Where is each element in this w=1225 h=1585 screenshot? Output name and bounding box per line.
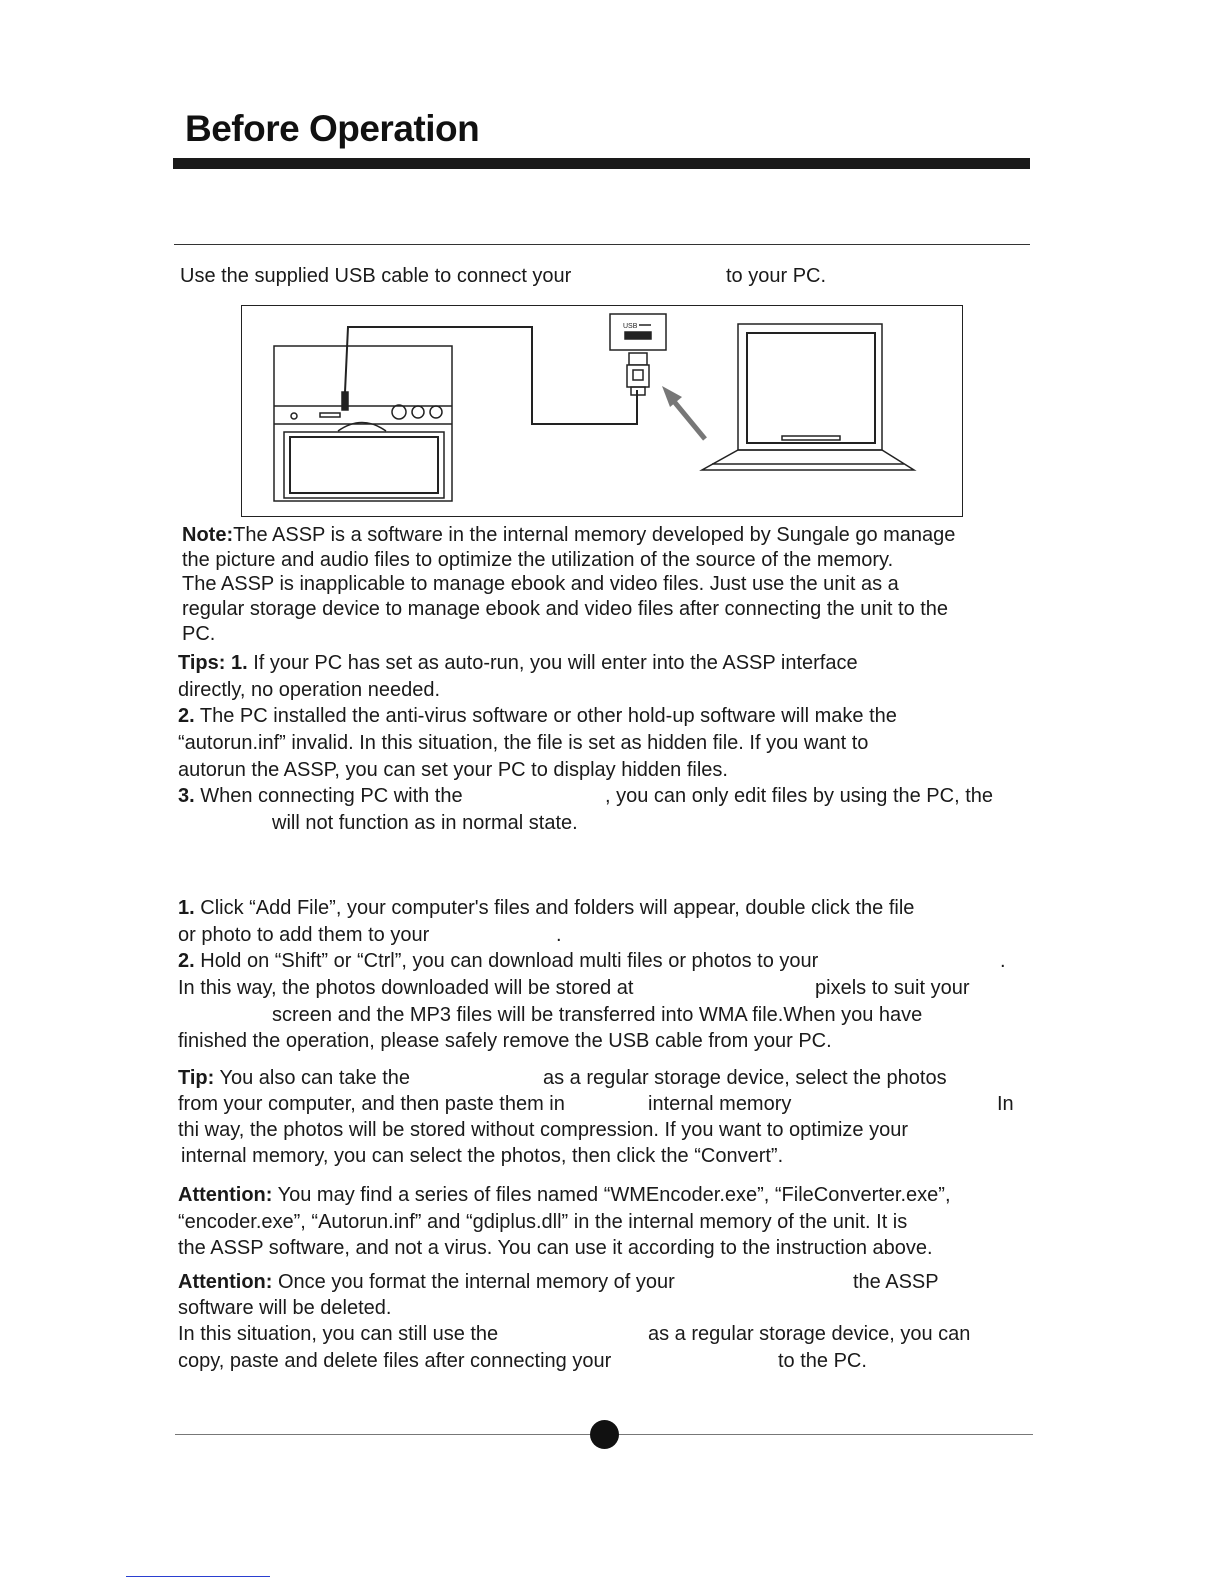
- intro-text-end: to your PC.: [726, 265, 827, 287]
- arrow-icon: [662, 386, 705, 439]
- attention1-line-3: the ASSP software, and not a virus. You can use it according to the instruction above.: [178, 1237, 933, 1259]
- step-line-2-end: .: [556, 924, 562, 946]
- note-line-1: Note:The ASSP is a software in the internal memory developed by Sungale go manage: [182, 524, 956, 546]
- usb-port-icon: [610, 314, 666, 350]
- footer-rule-left: [175, 1434, 590, 1435]
- step-line-3: 2. Hold on “Shift” or “Ctrl”, you can download multi files or photos to your: [178, 950, 819, 972]
- laptop-icon: [702, 324, 914, 470]
- section-divider: [174, 244, 1030, 245]
- attention2-line-3: In this situation, you can still use the: [178, 1323, 499, 1345]
- attention2-line-4: copy, paste and delete files after connecting your: [178, 1350, 612, 1372]
- tip-line-2-end: In: [997, 1093, 1014, 1115]
- tips-line-1: Tips: 1. If your PC has set as auto-run, you will enter into the ASSP interface: [178, 652, 858, 674]
- step-line-6: finished the operation, please safely remove the USB cable from your PC.: [178, 1030, 832, 1052]
- step-line-3-end: .: [1000, 950, 1006, 972]
- attention2-line-1-end: the ASSP: [853, 1271, 939, 1293]
- step-line-4-end: pixels to suit your: [815, 977, 970, 999]
- attention2-line-4-end: to the PC.: [778, 1350, 867, 1372]
- attention1-line-2: “encoder.exe”, “Autorun.inf” and “gdiplus.dll” in the internal memory of the unit. It is: [178, 1211, 908, 1233]
- title-underline-bar: [173, 158, 1030, 169]
- usb-connection-diagram: [241, 305, 963, 517]
- tip-line-2-mid: internal memory: [648, 1093, 792, 1115]
- step-line-5: screen and the MP3 files will be transferred into WMA file.When you have: [272, 1004, 923, 1026]
- footer-rule-right: [618, 1434, 1033, 1435]
- svg-text:USB: USB: [623, 323, 638, 330]
- page-number-dot: [590, 1420, 619, 1449]
- tips-line-6-end: , you can only edit files by using the PC, the: [605, 785, 993, 807]
- intro-text: Use the supplied USB cable to connect your: [180, 265, 572, 287]
- step-line-2: or photo to add them to your: [178, 924, 430, 946]
- usb-plug-icon: [627, 353, 649, 395]
- page-title: Before Operation: [185, 108, 480, 149]
- step-line-1: 1. Click “Add File”, your computer's files and folders will appear, double click the file: [178, 897, 915, 919]
- footer-link-underline: [126, 1576, 270, 1577]
- tip-line-2: from your computer, and then paste them in: [178, 1093, 565, 1115]
- note-line-3: The ASSP is inapplicable to manage ebook and video files. Just use the unit as a: [182, 573, 899, 595]
- tips-line-4: “autorun.inf” invalid. In this situation, the file is set as hidden file. If you want to: [178, 732, 869, 754]
- attention2-line-2: software will be deleted.: [178, 1297, 392, 1319]
- attention2-line-1: Attention: Once you format the internal memory of your: [178, 1271, 675, 1293]
- tips-line-6: 3. When connecting PC with the: [178, 785, 463, 807]
- tips-line-2: directly, no operation needed.: [178, 679, 441, 701]
- note-line-2: the picture and audio files to optimize the utilization of the source of the memory.: [182, 549, 894, 571]
- note-line-5: PC.: [182, 623, 216, 645]
- tip-line-3: thi way, the photos will be stored without compression. If you want to optimize your: [178, 1119, 908, 1141]
- attention1-line-1: Attention: You may find a series of files named “WMEncoder.exe”, “FileConverter.exe”,: [178, 1184, 951, 1206]
- step-line-4: In this way, the photos downloaded will be stored at: [178, 977, 634, 999]
- tips-line-3: 2. The PC installed the anti-virus software or other hold-up software will make the: [178, 705, 897, 727]
- photo-frame-device-icon: [274, 346, 452, 501]
- note-line-4: regular storage device to manage ebook and video files after connecting the unit to the: [182, 598, 949, 620]
- tips-line-7: will not function as in normal state.: [272, 812, 578, 834]
- attention2-line-3-end: as a regular storage device, you can: [648, 1323, 971, 1345]
- tip-line-4: internal memory, you can select the photos, then click the “Convert”.: [181, 1145, 784, 1167]
- tip-line-1-end: as a regular storage device, select the photos: [543, 1067, 947, 1089]
- tip-line-1: Tip: You also can take the: [178, 1067, 411, 1089]
- tips-line-5: autorun the ASSP, you can set your PC to display hidden files.: [178, 759, 728, 781]
